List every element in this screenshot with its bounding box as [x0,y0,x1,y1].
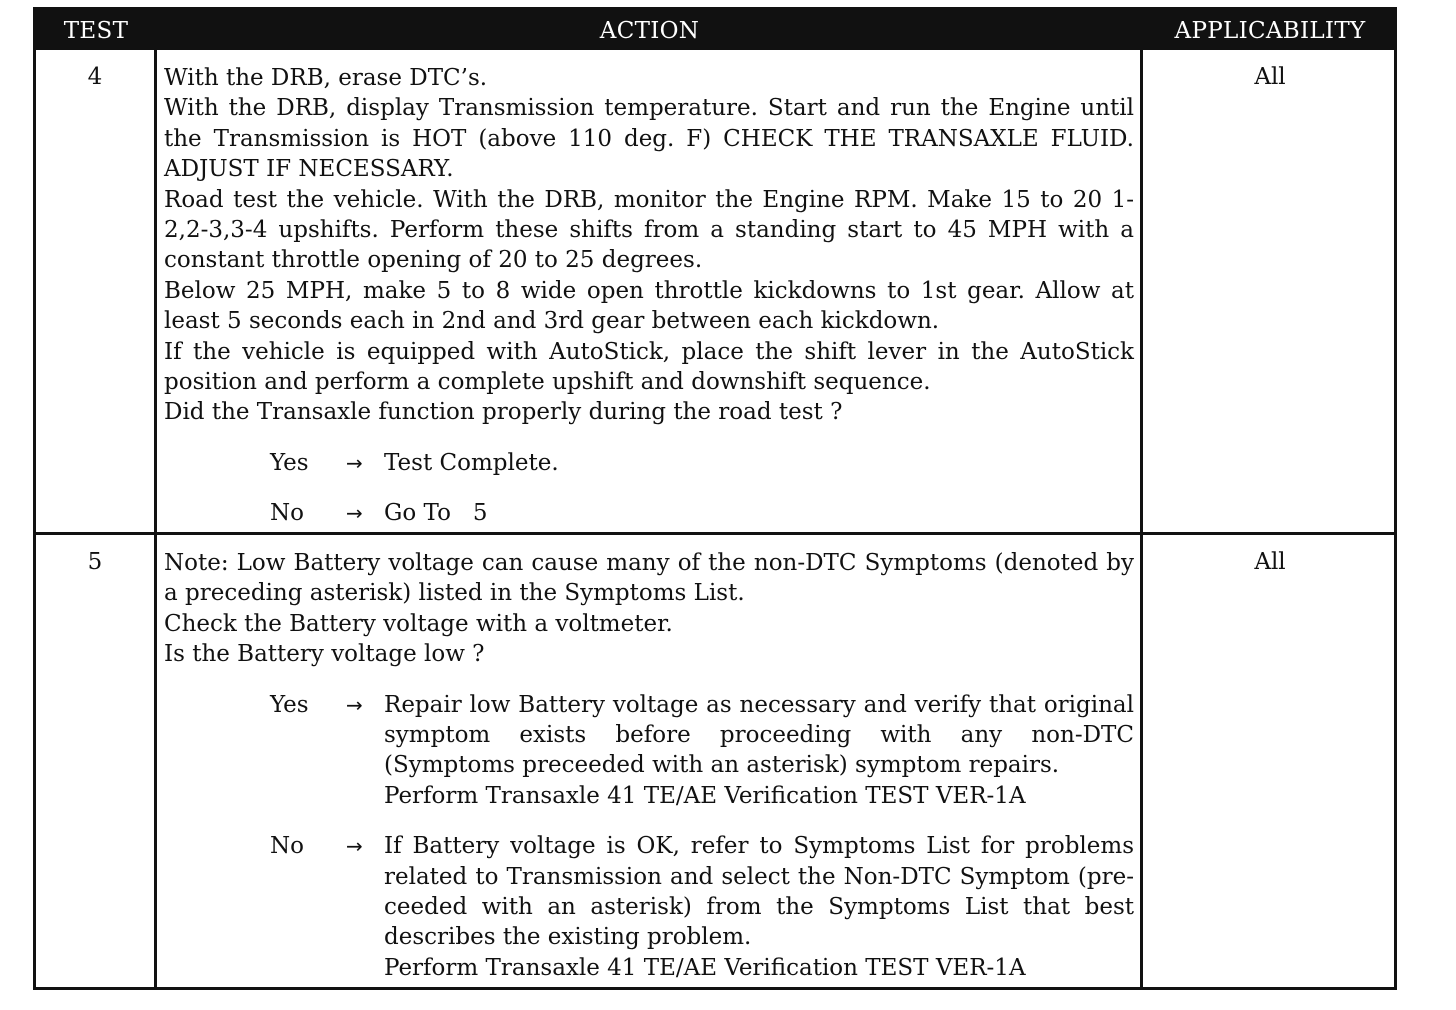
answer-result [384,498,1134,528]
column-divider [154,50,157,987]
table-header [36,10,1394,50]
action-step: Check the Battery voltage with a voltmeter. [164,610,673,637]
result-text: Perform Transaxle 41 TE/AE Verification TEST VER-1A [384,782,1026,809]
answer-label: No [270,500,304,527]
action-step: Below 25 MPH, make 5 to 8 wide open throttle kickdowns to 1st gear. Allow at least 5 seconds each in 2nd and 3rd gear between each kickdown. [164,277,1134,335]
action-question: Is the Battery voltage low ? [164,641,485,668]
header-test: TEST [63,18,129,44]
result-text: Go To 5 [384,500,488,527]
result-text: Perform Transaxle 41 TE/AE Verification TEST VER-1A [384,954,1026,981]
answer-result [384,448,1134,478]
result-text: Test Complete. [384,449,559,476]
answer-yes [164,448,1134,478]
answer-no [164,498,1134,528]
action-step: With the DRB, display Transmission temperature. Start and run the Engine until the Transmission is HOT (above 110 deg. F) CHECK THE TRANSAXLE FLUID. ADJUST IF NECESSARY. [164,95,1134,183]
answer-result [384,690,1134,812]
arrow-right-icon: → [346,501,363,526]
diagnostic-table [33,7,1397,990]
answer-list [164,448,1134,529]
arrow-right-icon: → [346,450,363,475]
test-number: 4 [87,64,103,90]
action-step: Road test the vehicle. With the DRB, monitor the Engine RPM. Make 15 to 20 1-2,2-3,3-4 upshifts. Perform these shifts from a standing start to 45 MPH with a constant throttle opening of 20 to 25 degrees. [164,186,1134,274]
arrow-right-icon: → [346,834,363,859]
answer-label: Yes [270,691,309,718]
answer-label: No [270,833,304,860]
answer-list [164,690,1134,984]
result-text: If Battery voltage is OK, refer to Symptoms List for problems related to Transmission and select the Non-DTC Symptom (pre-ceeded with an asterisk) from the Symptoms List that best describes the existing problem. [384,833,1134,951]
action-step: Note: Low Battery voltage can cause many of the non-DTC Symptoms (denoted by a preceding asterisk) listed in the Symptoms List. [164,550,1134,607]
result-text: Repair low Battery voltage as necessary and verify that original symptom exists before proceeding with any non-DTC (Symptoms preceeded with an asterisk) symptom repairs. [384,691,1134,779]
action-cell [164,548,1134,1003]
answer-result [384,831,1134,983]
answer-yes [164,690,1134,812]
action-step: If the vehicle is equipped with AutoStick, place the shift lever in the AutoStick position and perform a complete upshift and downshift sequence. [164,338,1134,396]
arrow-right-icon: → [346,692,363,717]
answer-label: Yes [270,449,309,476]
action-step: With the DRB, erase DTC’s. [164,65,488,91]
action-question: Did the Transaxle function properly during the road test ? [164,399,843,426]
header-applicability: APPLICABILITY [1174,18,1366,44]
test-number: 5 [87,549,103,575]
header-action: ACTION [599,18,700,44]
applicability-value: All [1254,64,1286,90]
action-cell [164,63,1134,549]
answer-no [164,831,1134,983]
column-divider [1140,50,1143,987]
applicability-value: All [1254,549,1286,575]
